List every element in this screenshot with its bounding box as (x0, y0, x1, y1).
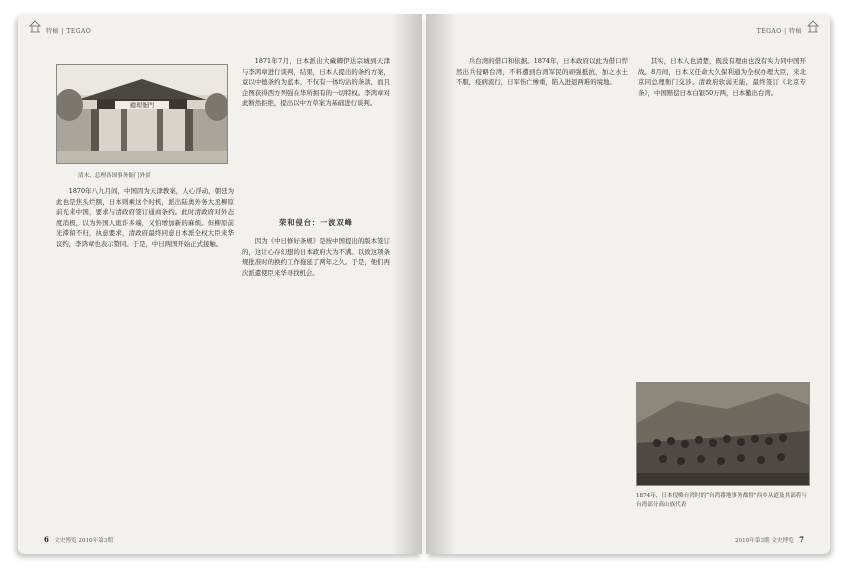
running-head: TEGAO | 特稿 (756, 28, 802, 35)
text-column-3 (242, 236, 390, 516)
right-page (426, 14, 830, 554)
left-page (18, 14, 422, 554)
soldiers-group-photo (636, 382, 810, 486)
left-footer (44, 535, 113, 544)
photo-caption: 清末，总理各国事务衙门外景 (78, 173, 151, 179)
section-title: 荣和侵台：一波双峰 (279, 218, 353, 227)
page-number: 7 (799, 535, 804, 544)
body-text: 1870年八九月间，中国因为天津教案，人心浮动，朝廷为此也是焦头烂额，日本则乘这个时机，派出陆奥外务大丞柳原前光来中国，要求与清政府签订通商条约。此时清政府对外态度消极，以为外国人诡诈多端，又怕增加新的麻烦。但柳原前光滞留不归，执意要求，清政府最终同意日本派全权大臣来华议约，李鸿章也表示赞同。于是，中日两国开始正式接触。 (56, 187, 234, 248)
page-number: 6 (44, 535, 49, 544)
pagoda-icon (806, 20, 820, 34)
body-text: 兵台湾的借口和依据。1874年，日本政府以此为借口悍然出兵侵略台湾，不料遭到台湾军民的顽强抵抗，加之水土不服，疫病流行，日军伤亡惨重，陷入进退两难的境地。 (456, 57, 628, 87)
gate-sign-text: 總理衙門 (129, 102, 155, 110)
photo-caption: 1874年，日本侵略台湾时的“台湾番地事务都督”西乡从道及其部将与台湾部分高山族代表 (636, 493, 807, 508)
body-text: 其实，日本人也清楚，既没有理由也没有实力同中国开战。8月间，日本又任命大久保利通为全权办理大臣，来北京同总理衙门交涉。清政府软弱无能，最终签订《北京专条》，中国赔偿日本白银50万两，日本撤出台湾。 (638, 57, 806, 97)
text-column-1 (456, 56, 628, 526)
pagoda-icon (28, 20, 42, 34)
text-column-2 (242, 56, 390, 206)
text-column-2 (638, 56, 806, 366)
footer-text: 2010年第3期 文史博览 (735, 538, 794, 544)
gutter-shadow (392, 14, 422, 554)
body-text: 1871年7月，日本派出大藏卿伊达宗城到天津与李鸿章进行谈判，结果，日本人提出的条约方案，竟以中德条约为蓝本，不仅有一体均沾的条款，而且企图获得西方列强在华所拥有的一切特权。李鸿章对此断然拒绝，提出以中方草案为基础进行谈判。 (242, 57, 390, 108)
section-heading-wrap (242, 210, 390, 235)
right-footer (735, 535, 804, 544)
body-text: 因为《中日修好条规》是按中国提出的版本签订的，这让心存幻想的日本政府大为不满。以致这项条规批准时的换约工作拖延了两年之久。于是，他们再次派遣使臣来华寻找机会。 (242, 237, 390, 277)
yamen-gate-photo (56, 64, 228, 164)
running-head: 特稿 | TEGAO (46, 28, 92, 35)
gutter-shadow (426, 14, 456, 554)
text-column-1 (56, 186, 234, 516)
footer-text: 文史博览 2010年第3期 (54, 538, 113, 544)
magazine-spread (18, 14, 830, 554)
